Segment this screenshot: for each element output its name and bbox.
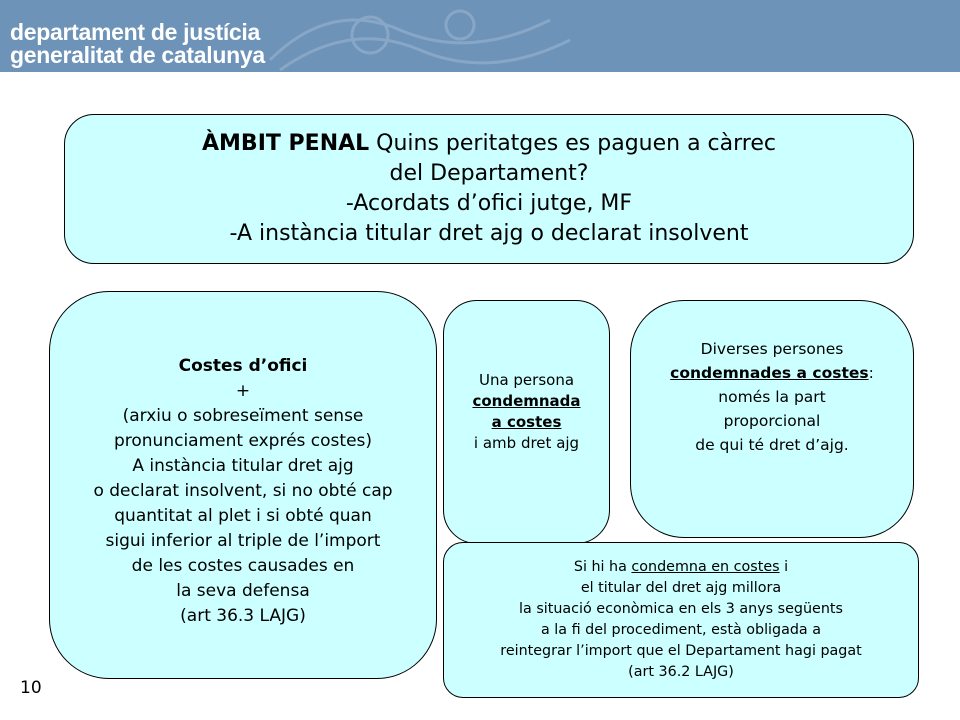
- bottom-line: (art 36.2 LAJG): [628, 664, 734, 680]
- header-banner: [0, 0, 960, 72]
- right-line-2-underlined: condemnades a costes: [670, 364, 869, 382]
- title-line-4: -A instància titular dret ajg o declarat insolvent: [229, 221, 749, 246]
- left-line: (art 36.3 LAJG): [180, 605, 306, 626]
- title-line-1: [202, 129, 776, 159]
- bottom-box: [443, 542, 919, 698]
- mid-line-2: condemnada: [472, 392, 581, 410]
- middle-box: [443, 300, 610, 544]
- bottom-line-1-post: i: [779, 559, 789, 575]
- left-line: o declarat insolvent, si no obté cap: [93, 480, 393, 501]
- left-heading: Costes d’ofici: [178, 355, 308, 376]
- coat-of-arms-watermark: [250, 0, 580, 72]
- title-box: [64, 114, 914, 264]
- left-line: sigui inferior al triple de l’import: [105, 530, 381, 551]
- mid-line-1: Una persona: [478, 371, 575, 389]
- header-line-1: departament de justícia: [10, 19, 261, 45]
- bottom-line-1-pre: Si hi ha: [573, 559, 632, 575]
- left-line: quantitat al plet i si obté quan: [114, 505, 372, 526]
- left-line: pronunciament exprés costes): [113, 430, 373, 451]
- left-line: de les costes causades en: [131, 555, 355, 576]
- bottom-line: a la fi del procediment, està obligada a: [541, 622, 821, 638]
- bottom-line: reintegrar l’import que el Departament hagi pagat: [500, 643, 862, 659]
- left-line: +: [235, 380, 251, 401]
- right-line-5: de qui té dret d’ajg.: [695, 436, 849, 454]
- bottom-line: el titular del dret ajg millora: [580, 580, 782, 596]
- header-title: [10, 21, 265, 67]
- right-line-3: només la part: [718, 388, 826, 406]
- right-line-4: proporcional: [723, 412, 821, 430]
- mid-line-4: i amb dret ajg: [473, 434, 580, 452]
- title-bold: ÀMBIT PENAL: [202, 131, 370, 156]
- right-box: [630, 300, 914, 538]
- mid-line-3: a costes: [491, 413, 562, 431]
- left-line: (arxiu o sobreseïment sense: [122, 405, 364, 426]
- left-line: la seva defensa: [176, 580, 310, 601]
- title-line-2: del Departament?: [389, 161, 589, 186]
- bottom-line-1: [574, 557, 788, 578]
- left-line: A instància titular dret ajg: [132, 455, 354, 476]
- right-line-2: [670, 361, 874, 385]
- left-box: [49, 291, 437, 679]
- bottom-line: la situació econòmica en els 3 anys següents: [519, 601, 843, 617]
- page-number: 10: [20, 678, 42, 698]
- bottom-line-1-underlined: condemna en costes: [631, 559, 780, 575]
- title-line-1-rest: Quins peritatges es paguen a càrrec: [369, 131, 776, 156]
- right-line-2-rest: :: [868, 364, 874, 382]
- right-line-1: Diverses persones: [700, 340, 844, 358]
- header-line-2: generalitat de catalunya: [10, 42, 265, 68]
- title-line-3: -Acordats d’ofici jutge, MF: [345, 191, 633, 216]
